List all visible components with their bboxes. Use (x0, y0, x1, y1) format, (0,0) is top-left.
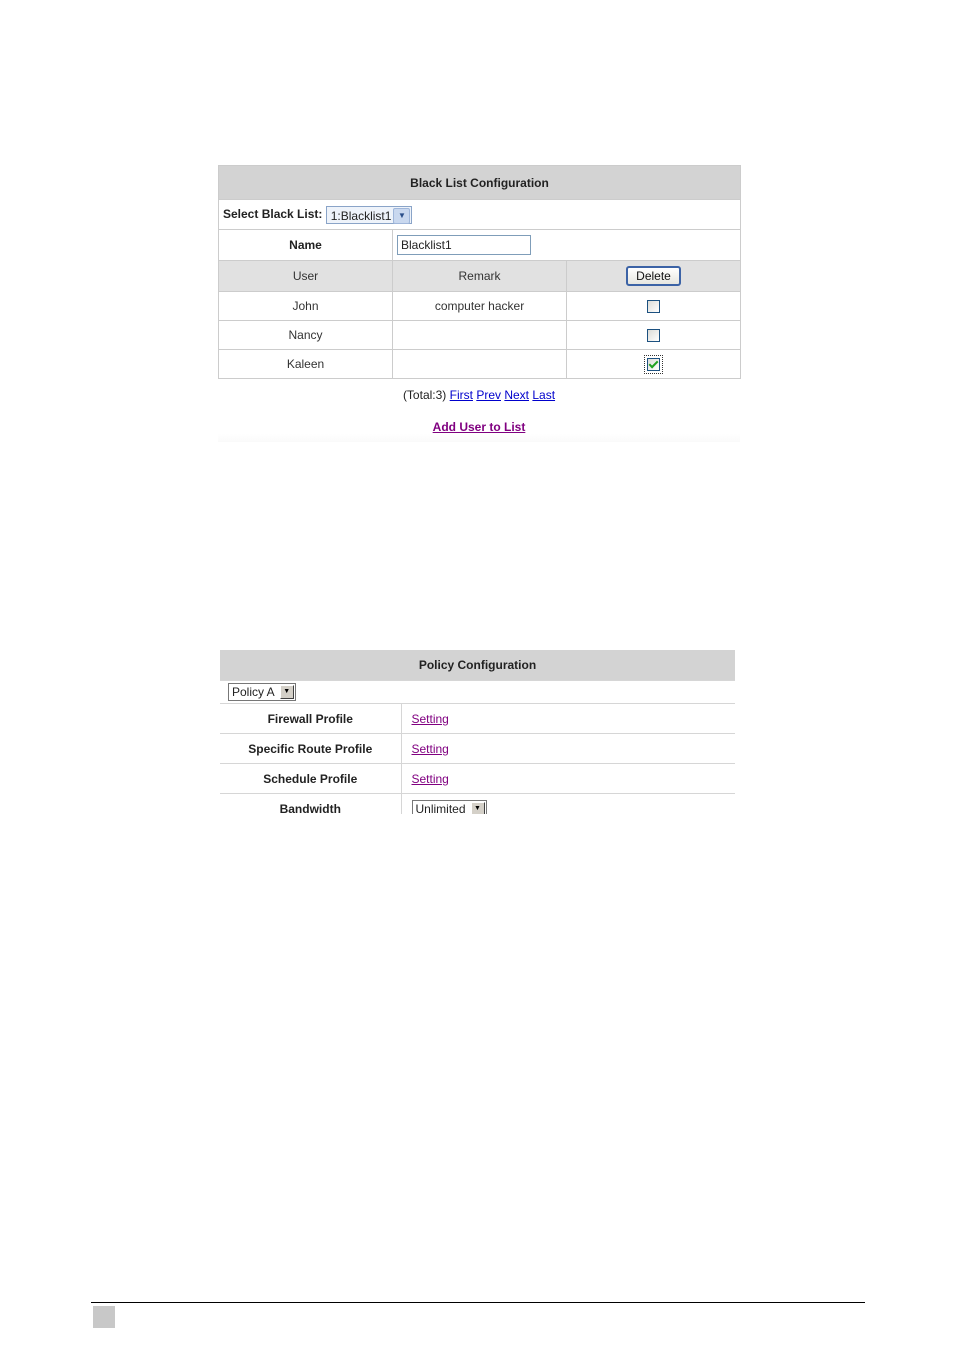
blacklist-panel (218, 165, 740, 442)
blacklist-name-input[interactable] (397, 235, 531, 255)
pagination (218, 388, 740, 402)
panel-bottom (218, 434, 740, 442)
bandwidth-select-value: Unlimited (415, 801, 466, 814)
delete-checkbox[interactable] (647, 300, 660, 313)
first-page-link[interactable]: First (449, 388, 473, 402)
dropdown-arrow-icon[interactable]: ▼ (280, 685, 294, 699)
policy-row-firewall (220, 704, 735, 734)
route-profile-setting-link[interactable]: Setting (411, 741, 449, 756)
dropdown-arrow-icon[interactable]: ▼ (471, 802, 485, 815)
table-row (219, 292, 741, 321)
delete-checkbox[interactable] (647, 329, 660, 342)
policy-select[interactable] (228, 683, 296, 701)
next-page-link[interactable]: Next (504, 388, 530, 402)
firewall-profile-label: Firewall Profile (220, 704, 401, 734)
user-cell: John (219, 292, 393, 321)
bandwidth-label: Bandwidth (220, 794, 401, 815)
bandwidth-cell (401, 794, 735, 815)
policy-table (220, 650, 735, 814)
column-header-remark: Remark (393, 261, 567, 292)
schedule-profile-label: Schedule Profile (220, 764, 401, 794)
delete-checkbox-checked[interactable] (647, 358, 660, 371)
policy-select-value: Policy A (232, 685, 275, 699)
policy-title: Policy Configuration (220, 650, 735, 681)
blacklist-select[interactable] (326, 206, 413, 224)
policy-select-row (220, 681, 735, 704)
table-row (219, 350, 741, 379)
firewall-profile-cell (401, 704, 735, 734)
footer-rule (91, 1302, 865, 1303)
last-page-link[interactable]: Last (532, 388, 556, 402)
schedule-profile-cell (401, 764, 735, 794)
blacklist-title: Black List Configuration (219, 166, 741, 200)
total-count: (Total:3) (402, 388, 447, 402)
prev-page-link[interactable]: Prev (476, 388, 501, 402)
chevron-down-icon[interactable]: ▼ (393, 208, 410, 224)
user-cell: Kaleen (219, 350, 393, 379)
policy-panel (220, 650, 735, 814)
checkbox-focus-ring (644, 355, 663, 374)
name-label: Name (219, 230, 393, 261)
name-cell (393, 230, 741, 261)
delete-checkbox-cell (567, 321, 741, 350)
schedule-profile-setting-link[interactable]: Setting (411, 771, 449, 786)
delete-button[interactable]: Delete (626, 266, 681, 286)
column-header-user: User (219, 261, 393, 292)
blacklist-select-row (219, 200, 741, 230)
remark-cell (393, 321, 567, 350)
bandwidth-select[interactable] (412, 800, 487, 815)
table-row (219, 321, 741, 350)
firewall-profile-setting-link[interactable]: Setting (411, 711, 449, 726)
remark-cell: computer hacker (393, 292, 567, 321)
policy-row-route (220, 734, 735, 764)
footer-page-marker (93, 1306, 115, 1328)
add-user-row (218, 420, 740, 434)
remark-cell (393, 350, 567, 379)
delete-checkbox-cell (567, 350, 741, 379)
blacklist-select-value: 1:Blacklist1 (330, 208, 392, 223)
blacklist-table (218, 165, 741, 379)
column-header-delete (567, 261, 741, 292)
user-cell: Nancy (219, 321, 393, 350)
add-user-link[interactable]: Add User to List (432, 420, 526, 434)
policy-row-schedule (220, 764, 735, 794)
route-profile-cell (401, 734, 735, 764)
policy-row-bandwidth (220, 794, 735, 815)
delete-checkbox-cell (567, 292, 741, 321)
select-blacklist-label: Select Black List: (223, 206, 323, 221)
route-profile-label: Specific Route Profile (220, 734, 401, 764)
